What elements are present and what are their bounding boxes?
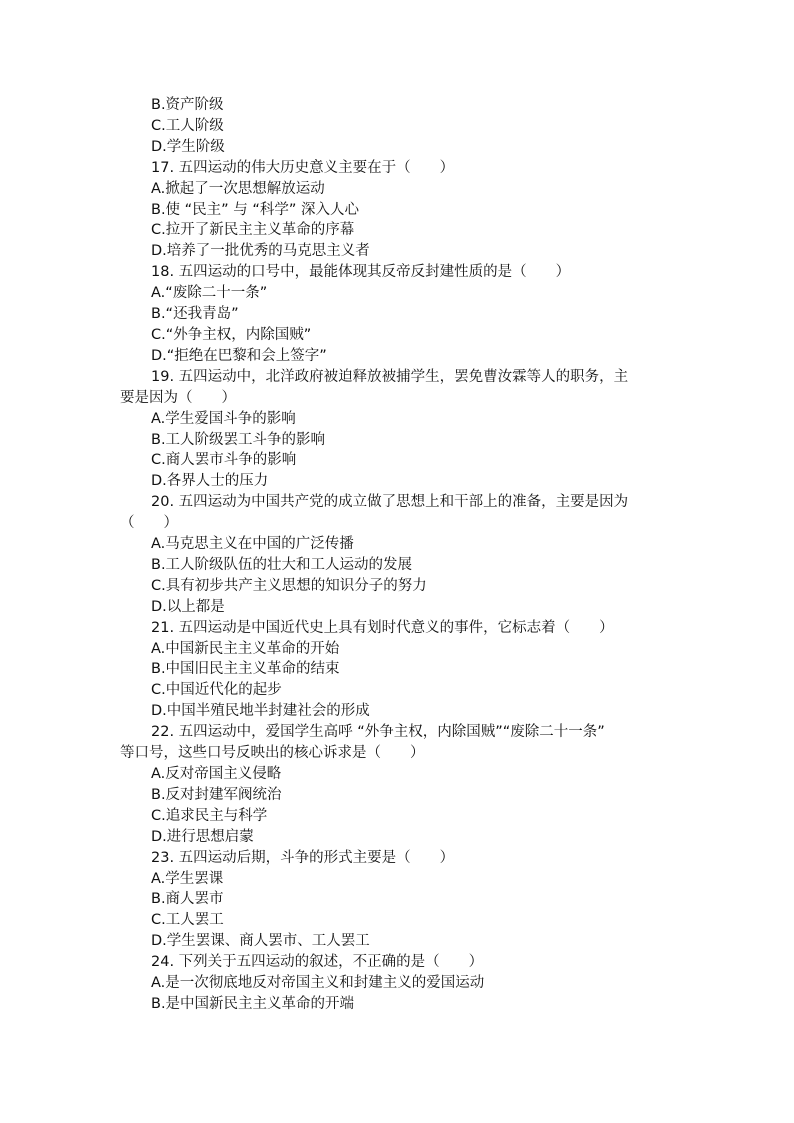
answer-option: D.中国半殖民地半封建社会的形成 — [151, 703, 370, 720]
question-text-continued: 要是因为（ ） — [120, 389, 236, 406]
answer-option: A.学生爱国斗争的影响 — [151, 410, 296, 427]
answer-option: A.学生罢课 — [151, 870, 224, 887]
answer-option: D.“拒绝在巴黎和会上签字” — [151, 347, 327, 364]
answer-option: C.“外争主权，内除国贼” — [151, 326, 312, 343]
answer-option: C.商人罢市斗争的影响 — [151, 452, 297, 469]
question-text: 23. 五四运动后期，斗争的形式主要是（ ） — [151, 849, 455, 866]
answer-option: B.是中国新民主主义革命的开端 — [151, 995, 355, 1012]
question-text: 19. 五四运动中，北洋政府被迫释放被捕学生，罢免曹汝霖等人的职务，主 — [151, 368, 629, 385]
answer-option: B.资产阶级 — [151, 97, 224, 113]
question-text: 24. 下列关于五四运动的叙述，不正确的是（ ） — [151, 954, 484, 971]
answer-option: D.学生阶级 — [151, 138, 225, 155]
question-list — [120, 95, 680, 1015]
answer-option: B.“还我青岛” — [151, 306, 239, 323]
answer-option: D.进行思想启蒙 — [151, 828, 254, 845]
answer-option: A.中国新民主主义革命的开始 — [151, 640, 340, 657]
answer-option: C.拉开了新民主主义革命的序幕 — [151, 222, 355, 239]
answer-option: C.工人罢工 — [151, 912, 224, 929]
answer-option: C.具有初步共产主义思想的知识分子的努力 — [151, 577, 427, 594]
answer-option: D.以上都是 — [151, 598, 225, 615]
question-text-continued: 等口号，这些口号反映出的核心诉求是（ ） — [120, 745, 425, 762]
answer-option: B.使 “民主” 与 “科学” 深入人心 — [151, 201, 360, 218]
answer-option: C.中国近代化的起步 — [151, 682, 282, 699]
answer-option: B.中国旧民主主义革命的结束 — [151, 661, 340, 678]
question-text-continued: （ ） — [120, 515, 178, 532]
answer-option: A.掀起了一次思想解放运动 — [151, 180, 325, 197]
answer-option: B.工人阶级队伍的壮大和工人运动的发展 — [151, 556, 413, 573]
answer-option: B.商人罢市 — [151, 891, 224, 908]
answer-option: A.马克思主义在中国的广泛传播 — [151, 536, 354, 553]
answer-option: A.是一次彻底地反对帝国主义和封建主义的爱国运动 — [151, 975, 485, 992]
answer-option: A.“废除二十一条” — [151, 285, 268, 302]
answer-option: D.各界人士的压力 — [151, 473, 269, 490]
question-text: 18. 五四运动的口号中，最能体现其反帝反封建性质的是（ ） — [151, 264, 571, 281]
answer-option: A.反对帝国主义侵略 — [151, 766, 282, 782]
question-text: 22. 五四运动中，爱国学生高呼 “外争主权，内除国贼”“废除二十一条” — [151, 724, 605, 741]
answer-option: D.学生罢课、商人罢市、工人罢工 — [151, 933, 370, 950]
answer-option: B.工人阶级罢工斗争的影响 — [151, 431, 326, 448]
answer-option: C.追求民主与科学 — [151, 807, 268, 824]
question-text: 21. 五四运动是中国近代史上具有划时代意义的事件，它标志着（ ） — [151, 619, 614, 636]
answer-option: B.反对封建军阀统治 — [151, 786, 282, 803]
question-text: 17. 五四运动的伟大历史意义主要在于（ ） — [151, 159, 455, 176]
answer-option: D.培养了一批优秀的马克思主义者 — [151, 243, 370, 260]
question-text: 20. 五四运动为中国共产党的成立做了思想上和干部上的准备，主要是因为 — [151, 494, 629, 511]
answer-option: C.工人阶级 — [151, 117, 224, 134]
